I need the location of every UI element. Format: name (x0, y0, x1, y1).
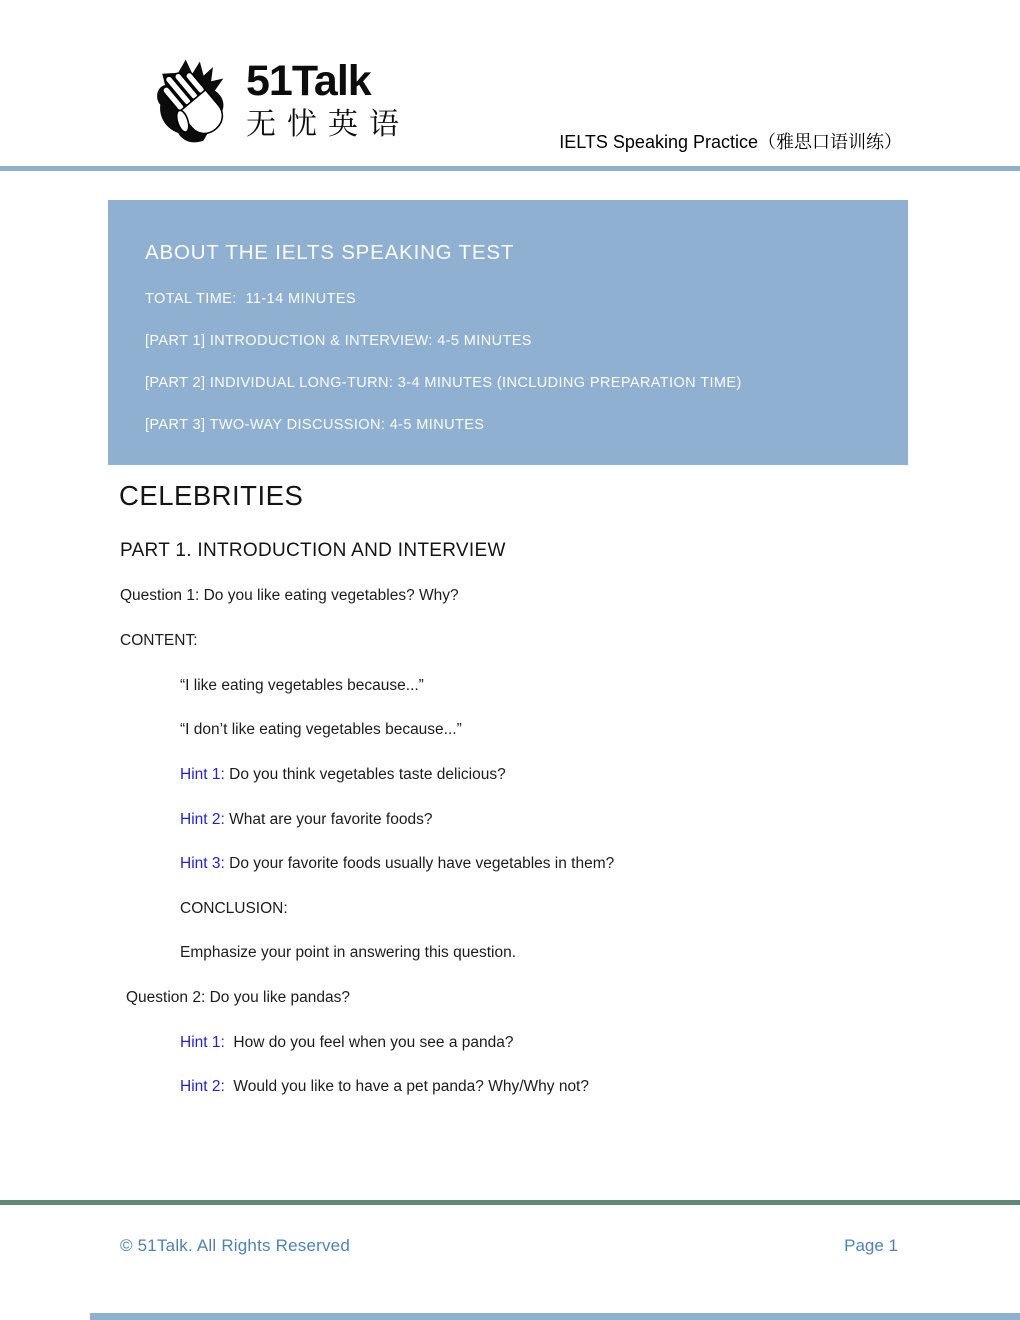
footer-divider (0, 1200, 1020, 1205)
hint-label: Hint 2: (180, 811, 225, 828)
info-box (108, 200, 908, 465)
info-box-items (145, 278, 872, 446)
info-box-title: ABOUT THE IELTS SPEAKING TEST (145, 241, 515, 264)
hint-label: Hint 2: (180, 1078, 225, 1095)
document-title: IELTS Speaking Practice（雅思口语训练） (559, 132, 902, 152)
info-line-part1: [PART 1] INTRODUCTION & INTERVIEW: 4-5 MINUTES (145, 333, 532, 349)
question-2: Question 2: Do you like pandas? (126, 989, 351, 1006)
hint-text: What are your favorite foods? (224, 811, 433, 828)
topic-title: CELEBRITIES (119, 480, 304, 511)
q1-hint-1 (180, 764, 506, 786)
q1-hint-3 (180, 853, 614, 875)
part-1-heading: PART 1. INTRODUCTION AND INTERVIEW (120, 540, 506, 561)
info-line-total-time: TOTAL TIME: 11-14 MINUTES (145, 291, 357, 307)
question-1: Question 1: Do you like eating vegetables? Why? (120, 587, 459, 604)
header-divider (0, 166, 1020, 171)
content-label: CONTENT: (120, 632, 198, 649)
conclusion-text: Emphasize your point in answering this question. (180, 944, 517, 961)
q2-hint-2 (180, 1076, 589, 1098)
51talk-hands-logo-icon (150, 57, 244, 145)
answer-quote-like: “I like eating vegetables because...” (180, 677, 424, 694)
brand-name-chinese: 无忧英语 (246, 108, 410, 141)
q2-hint-1 (180, 1032, 514, 1054)
bottom-page-edge-bar (90, 1313, 1020, 1320)
answer-quote-dont-like: “I don’t like eating vegetables because...” (180, 721, 462, 738)
hint-label: Hint 3: (180, 855, 225, 872)
brand-name: 51Talk (246, 57, 371, 105)
hint-text: How do you feel when you see a panda? (224, 1034, 514, 1051)
info-line-part3: [PART 3] TWO-WAY DISCUSSION: 4-5 MINUTES (145, 417, 485, 433)
hint-label: Hint 1: (180, 766, 225, 783)
copyright-text: © 51Talk. All Rights Reserved (120, 1236, 350, 1255)
brand-block (246, 58, 410, 145)
hint-text: Do your favorite foods usually have vegetables in them? (224, 855, 615, 872)
info-line-part2: [PART 2] INDIVIDUAL LONG-TURN: 3-4 MINUTES (INCLUDING PREPARATION TIME) (145, 375, 742, 391)
hint-text: Do you think vegetables taste delicious? (224, 766, 506, 783)
q1-hint-2 (180, 809, 432, 831)
hint-label: Hint 1: (180, 1034, 225, 1051)
hint-text: Would you like to have a pet panda? Why/Why not? (224, 1078, 589, 1095)
conclusion-label: CONCLUSION: (180, 900, 288, 917)
page-number: Page 1 (844, 1236, 898, 1255)
